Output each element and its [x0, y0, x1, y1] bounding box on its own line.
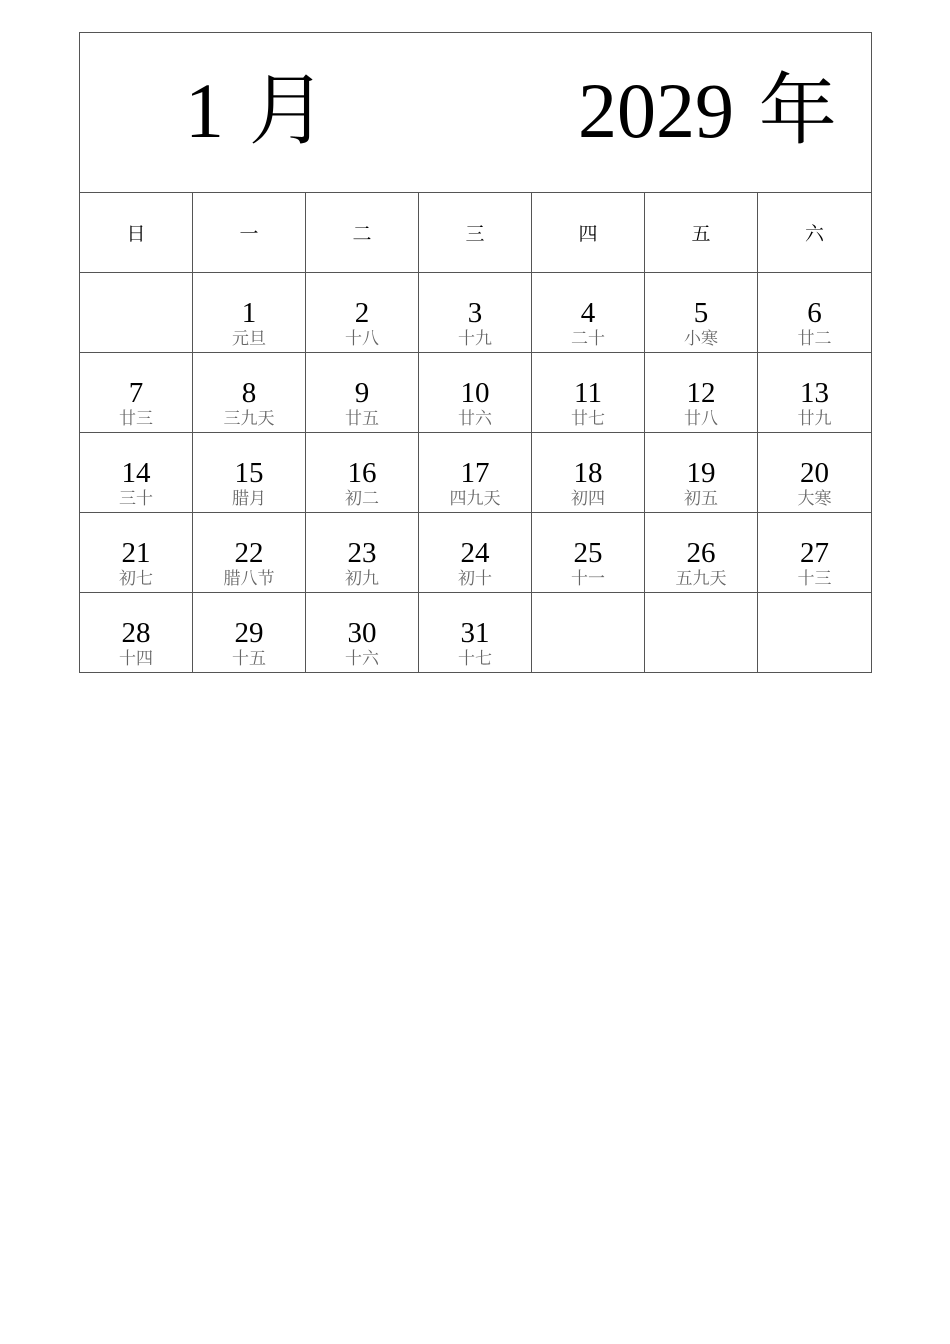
lunar-date: 十九 — [458, 329, 492, 349]
lunar-date: 廿五 — [345, 409, 379, 429]
day-cell — [532, 353, 645, 433]
day-cell — [193, 513, 306, 593]
lunar-date: 元旦 — [232, 329, 266, 349]
day-number: 29 — [234, 617, 264, 649]
lunar-date: 十三 — [797, 569, 832, 589]
day-cell — [645, 353, 758, 433]
lunar-date: 初七 — [119, 569, 153, 589]
day-number: 14 — [121, 457, 151, 489]
day-cell — [193, 353, 306, 433]
lunar-date: 十一 — [571, 569, 605, 589]
year-number: 2029 — [578, 67, 734, 154]
lunar-date: 初四 — [571, 489, 605, 509]
day-cell — [532, 433, 645, 513]
day-cell — [645, 433, 758, 513]
lunar-date: 初五 — [684, 489, 718, 509]
lunar-date: 十四 — [119, 649, 153, 669]
lunar-date: 十七 — [458, 649, 492, 669]
day-number: 7 — [128, 377, 144, 409]
day-number: 19 — [686, 457, 716, 489]
day-number: 15 — [234, 457, 264, 489]
lunar-date: 初十 — [458, 569, 492, 589]
week-row — [80, 513, 872, 593]
day-number: 27 — [800, 537, 829, 569]
week-row — [80, 593, 872, 673]
empty-day-cell — [80, 273, 193, 353]
day-cell — [419, 353, 532, 433]
day-cell — [80, 433, 193, 513]
lunar-date: 十六 — [345, 649, 379, 669]
weekday-thu: 四 — [532, 193, 645, 273]
day-number: 26 — [686, 537, 716, 569]
day-cell — [193, 433, 306, 513]
weeks-body — [80, 273, 872, 673]
lunar-date: 廿六 — [458, 409, 492, 429]
day-number: 1 — [241, 297, 257, 329]
day-cell — [419, 273, 532, 353]
day-number: 12 — [686, 377, 716, 409]
calendar-table — [79, 32, 872, 673]
lunar-date: 腊月 — [232, 489, 266, 509]
weekday-fri: 五 — [645, 193, 758, 273]
day-number: 17 — [460, 457, 490, 489]
day-cell — [532, 273, 645, 353]
day-number: 21 — [121, 537, 151, 569]
day-number: 25 — [573, 537, 603, 569]
week-row — [80, 433, 872, 513]
calendar-title — [80, 33, 872, 193]
weekday-tue: 二 — [306, 193, 419, 273]
day-number: 6 — [807, 297, 822, 329]
day-number: 24 — [460, 537, 490, 569]
month-title — [185, 66, 327, 156]
day-number: 31 — [460, 617, 490, 649]
lunar-date: 腊八节 — [223, 569, 275, 589]
empty-day-cell — [645, 593, 758, 673]
day-cell — [306, 513, 419, 593]
day-cell — [419, 593, 532, 673]
weekday-wed: 三 — [419, 193, 532, 273]
day-cell — [80, 593, 193, 673]
lunar-date: 十八 — [345, 329, 379, 349]
lunar-date: 大寒 — [797, 489, 832, 509]
weekday-header-row — [80, 193, 872, 273]
empty-day-cell — [758, 593, 872, 673]
lunar-date: 小寒 — [684, 329, 718, 349]
weekday-mon: 一 — [193, 193, 306, 273]
day-cell — [758, 353, 872, 433]
day-number: 3 — [467, 297, 483, 329]
lunar-date: 三九天 — [223, 409, 275, 429]
day-cell — [419, 513, 532, 593]
day-number: 2 — [354, 297, 370, 329]
lunar-date: 三十 — [119, 489, 153, 509]
lunar-date: 四九天 — [449, 489, 501, 509]
day-number: 20 — [800, 457, 829, 489]
day-cell — [306, 353, 419, 433]
calendar-title-row — [80, 33, 872, 193]
lunar-date: 廿三 — [119, 409, 153, 429]
lunar-date: 五九天 — [675, 569, 727, 589]
day-number: 10 — [460, 377, 490, 409]
day-number: 28 — [121, 617, 151, 649]
day-cell — [758, 433, 872, 513]
lunar-date: 廿八 — [684, 409, 718, 429]
day-number: 30 — [347, 617, 377, 649]
day-cell — [306, 433, 419, 513]
day-cell — [193, 593, 306, 673]
day-number: 16 — [347, 457, 377, 489]
day-cell — [306, 593, 419, 673]
day-cell — [532, 513, 645, 593]
lunar-date: 初九 — [345, 569, 379, 589]
day-cell — [758, 273, 872, 353]
day-number: 13 — [800, 377, 829, 409]
day-cell — [193, 273, 306, 353]
lunar-date: 二十 — [571, 329, 605, 349]
week-row — [80, 353, 872, 433]
day-cell — [306, 273, 419, 353]
lunar-date: 初二 — [345, 489, 379, 509]
year-label: 年 — [758, 66, 837, 156]
day-cell — [80, 513, 193, 593]
month-number: 1 — [185, 67, 224, 154]
day-cell — [645, 273, 758, 353]
lunar-date: 廿二 — [797, 329, 832, 349]
lunar-date: 廿七 — [571, 409, 605, 429]
month-label: 月 — [248, 66, 327, 156]
day-number: 18 — [573, 457, 603, 489]
day-cell — [419, 433, 532, 513]
week-row — [80, 273, 872, 353]
day-cell — [80, 353, 193, 433]
day-number: 22 — [234, 537, 264, 569]
weekday-sun: 日 — [80, 193, 193, 273]
day-number: 4 — [580, 297, 596, 329]
day-number: 23 — [347, 537, 377, 569]
day-cell — [645, 513, 758, 593]
empty-day-cell — [532, 593, 645, 673]
day-number: 9 — [354, 377, 370, 409]
day-number: 5 — [693, 297, 709, 329]
lunar-date: 十五 — [232, 649, 266, 669]
year-title — [578, 66, 837, 156]
weekday-sat: 六 — [758, 193, 872, 273]
lunar-date: 廿九 — [797, 409, 832, 429]
day-number: 8 — [241, 377, 257, 409]
day-number: 11 — [574, 377, 602, 409]
day-cell — [758, 513, 872, 593]
